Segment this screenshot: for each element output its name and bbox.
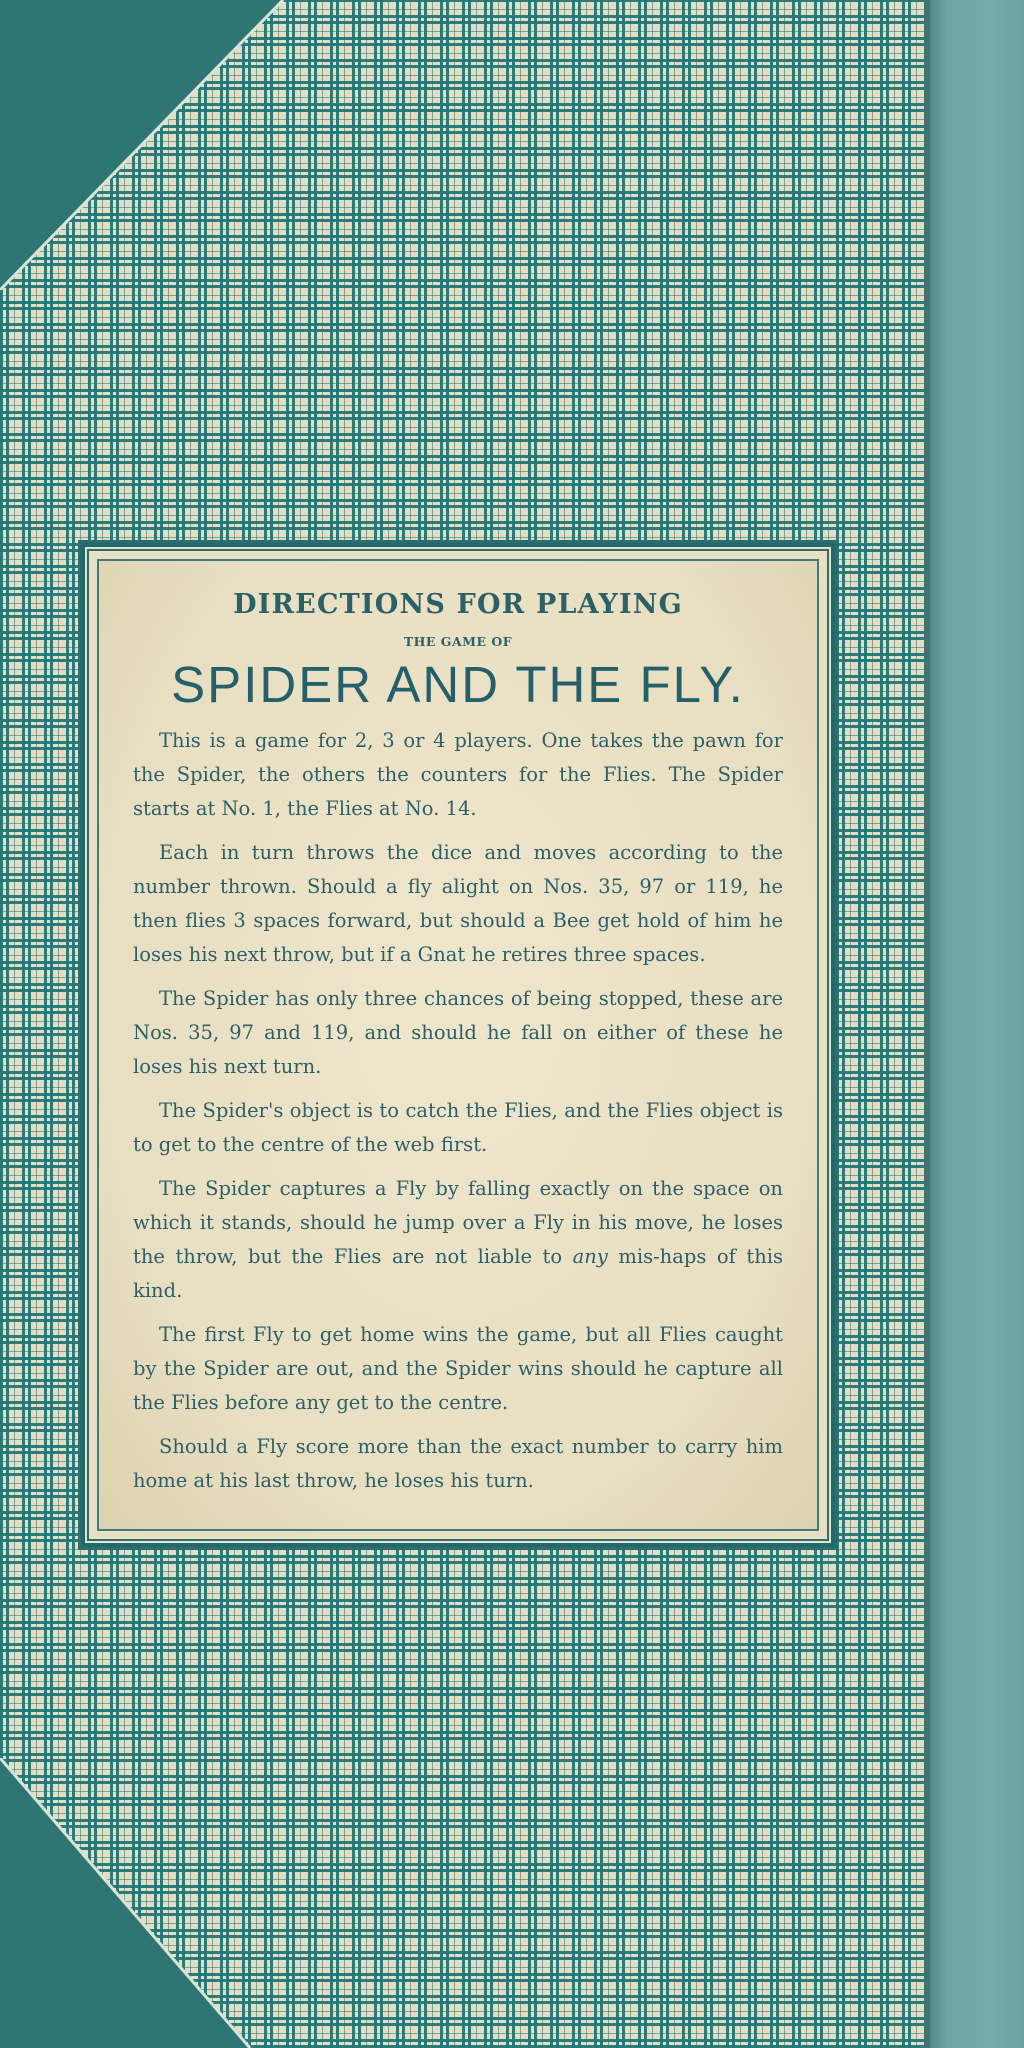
game-title: SPIDER AND THE FLY. [171, 656, 745, 713]
bottom-corner-protector [0, 1758, 290, 2048]
game-of-subheading: THE GAME OF [403, 634, 513, 649]
top-corner-protector [0, 0, 290, 290]
captures-tail: mis-haps of this kind. [133, 1245, 783, 1302]
rules-paragraph-turns: Each in turn throws the dice and moves according to the number thrown. Should a fly alight on Nos. 35, 97 or 119, he then flies 3 spaces forward, but should a Bee get hold of him he loses his next throw, but if a Gnat he retires three spaces. [133, 841, 783, 966]
directions-heading: DIRECTIONS FOR PLAYING [233, 589, 683, 620]
captures-emphasis: any [572, 1245, 608, 1268]
label-content [97, 559, 819, 1531]
rules-paragraph-spider-stops: The Spider has only three chances of being stopped, these are Nos. 35, 97 and 119, and should he fall on either of these he loses his next turn. [133, 987, 783, 1078]
rules-paragraph-winning: The first Fly to get home wins the game, but all Flies caught by the Spider are out, and the Spider wins should he capture all the Flies before any get to the centre. [133, 1323, 783, 1414]
directions-label [78, 540, 838, 1550]
captures-text: The Spider captures a Fly by falling exactly on the space on which it stands, should he jump over a Fly in his move, he loses the throw, but the Flies are not liable to [133, 1177, 783, 1268]
rules-paragraph-overshoot: Should a Fly score more than the exact number to carry him home at his last throw, he loses his turn. [133, 1435, 783, 1492]
rules-paragraph-players: This is a game for 2, 3 or 4 players. One takes the pawn for the Spider, the others the counters for the Flies. The Spider starts at No. 1, the Flies at No. 14. [133, 729, 783, 820]
top-corner-shape [0, 0, 290, 290]
board-spine [930, 0, 1024, 2048]
bottom-corner-shape [0, 1758, 290, 2048]
rules-paragraph-objects: The Spider's object is to catch the Flies, and the Flies object is to get to the centre of the web first. [133, 1099, 783, 1156]
rules-paragraph-captures [133, 1172, 783, 1308]
label-frame [87, 549, 829, 1541]
